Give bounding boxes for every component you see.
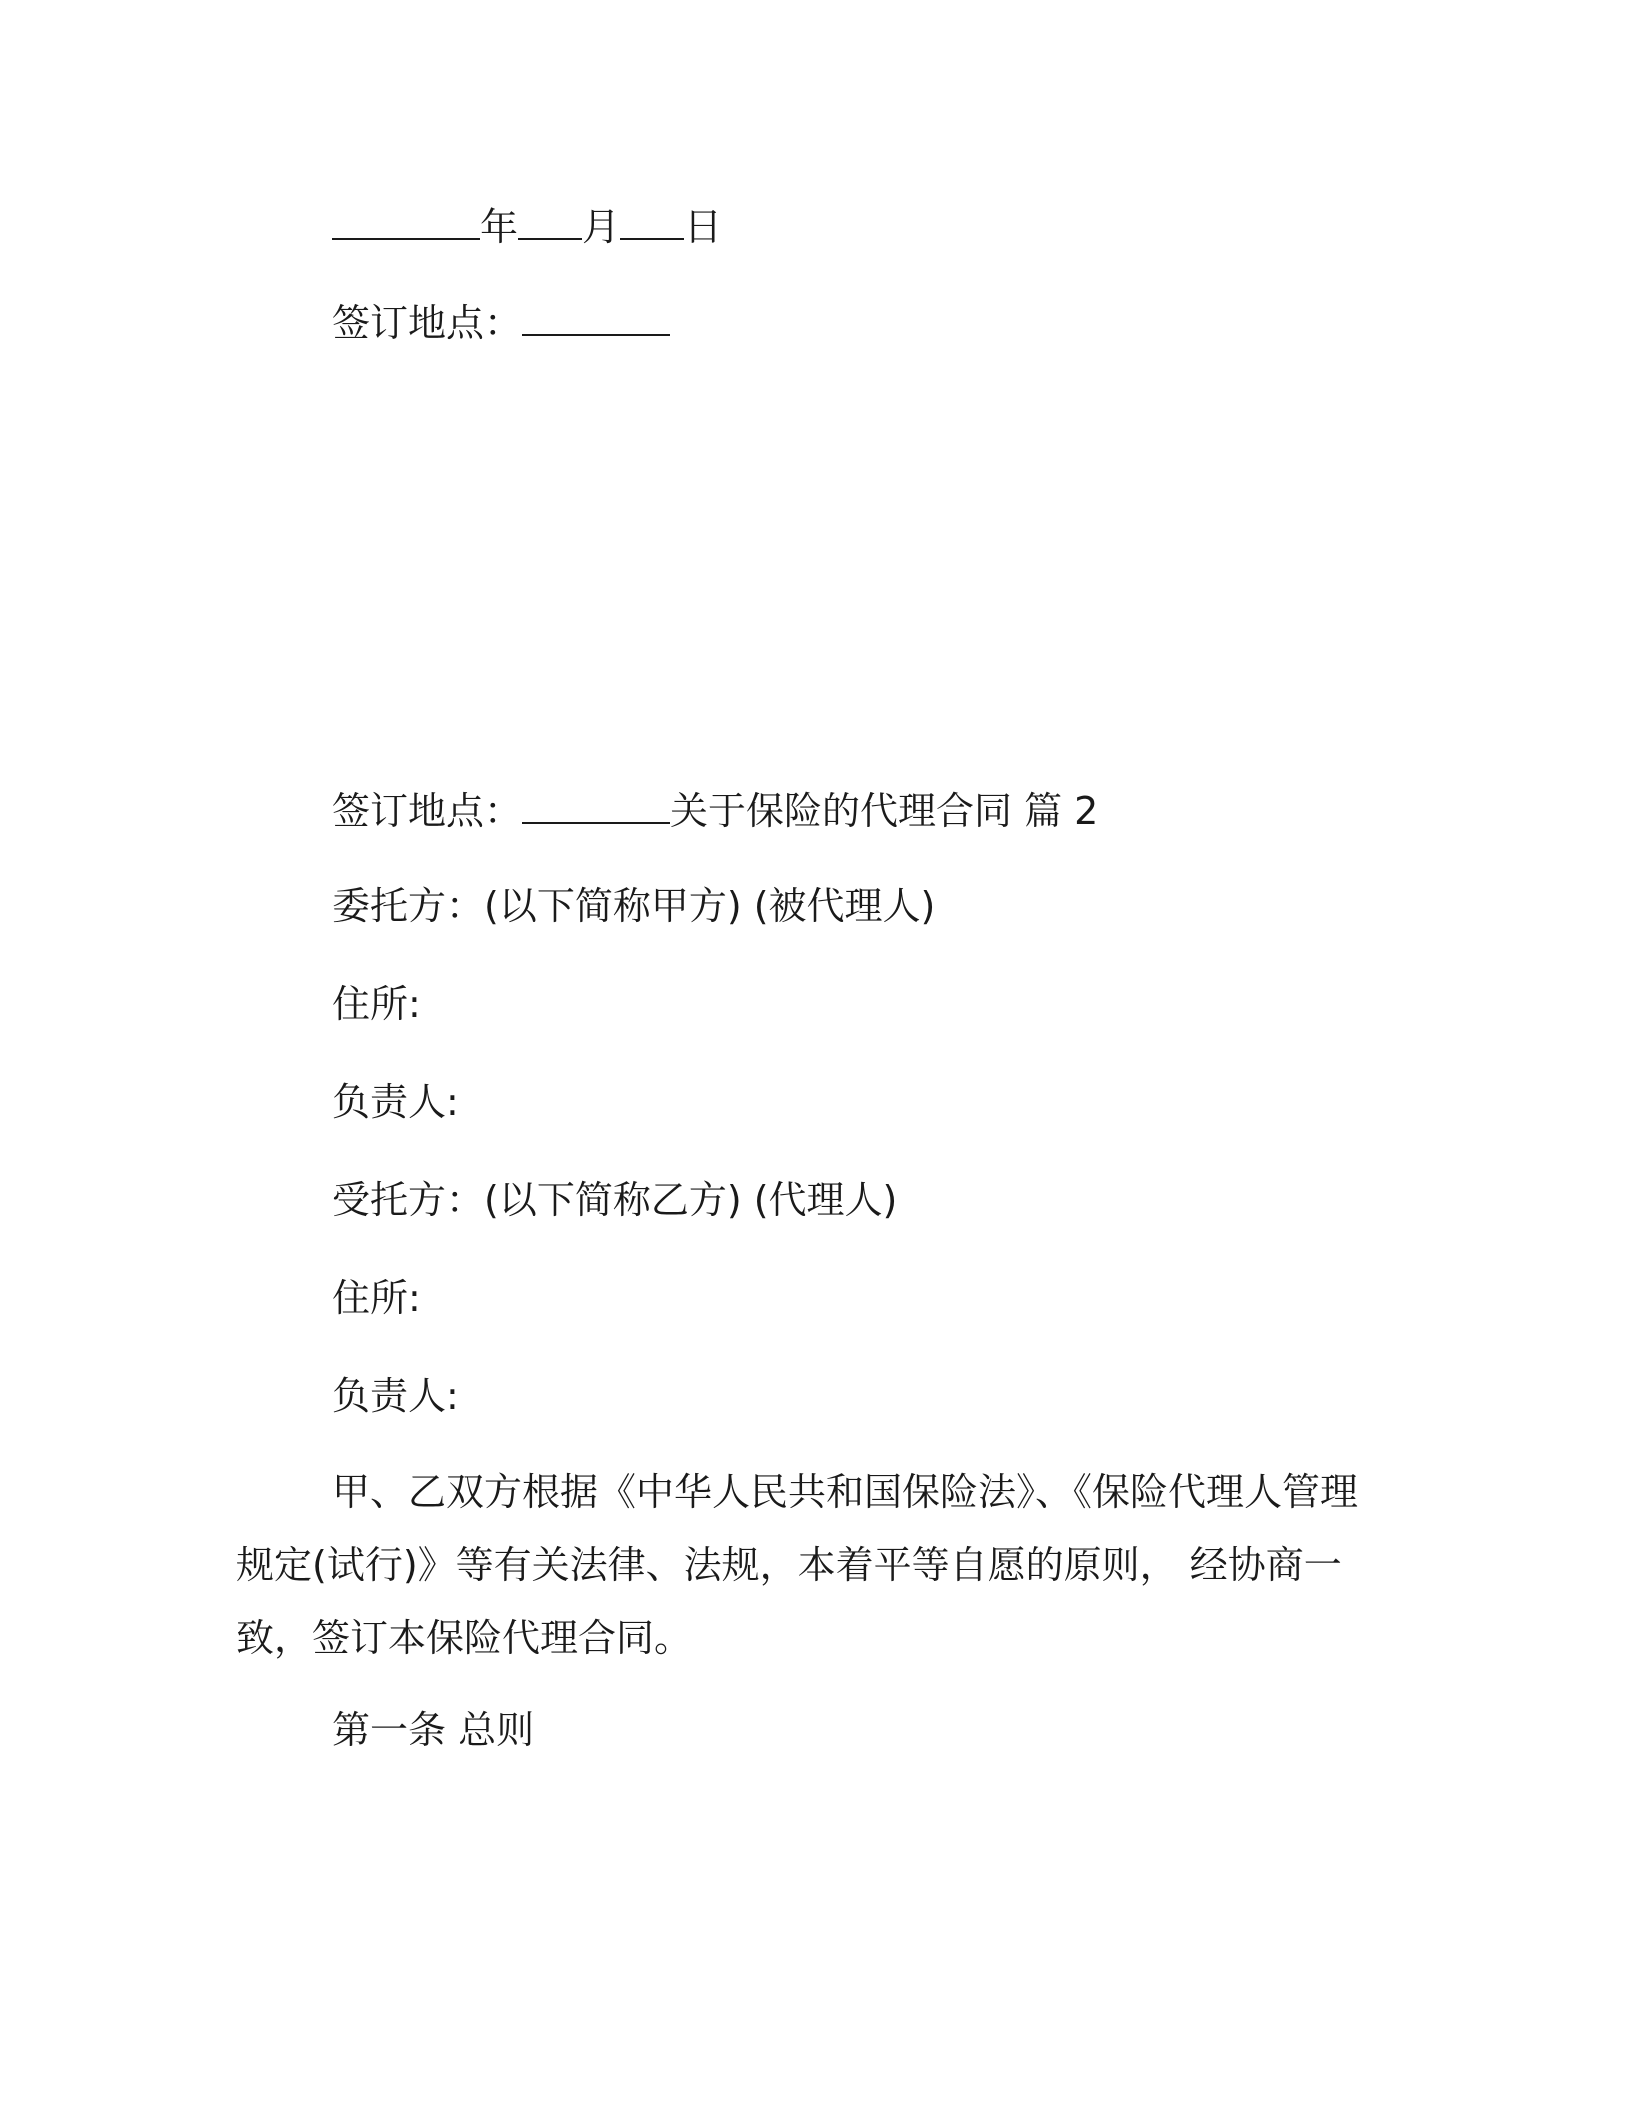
year-label: 年: [480, 205, 519, 249]
agent-address: 住所:: [332, 1276, 421, 1320]
agent-line: 受托方：(以下简称乙方) (代理人): [332, 1178, 898, 1222]
preamble-text: 甲、乙双方根据《中华人民共和国保险法》、《保险代理人管理规定(试行)》等有关法律、法规，本着平等自愿的原则， 经协商一致，签订本保险代理合同。: [236, 1470, 1359, 1660]
day-blank: [620, 200, 684, 240]
month-label: 月: [582, 205, 621, 249]
sign-place-line-1: [332, 296, 670, 347]
month-blank: [518, 200, 582, 240]
sign-place-blank: [522, 784, 670, 824]
sign-place-label: 签订地点：: [332, 789, 523, 833]
sign-place-label: 签订地点：: [332, 301, 523, 345]
year-blank: [332, 200, 480, 240]
principal-line: 委托方：(以下简称甲方) (被代理人): [332, 884, 936, 928]
agent-head: 负责人:: [332, 1374, 459, 1418]
article-heading: 第一条 总则: [332, 1708, 535, 1752]
day-label: 日: [684, 205, 723, 249]
contract-title: 关于保险的代理合同 篇 2: [670, 789, 1099, 833]
principal-head: 负责人:: [332, 1080, 459, 1124]
principal-address: 住所:: [332, 982, 421, 1026]
sign-place-line-2: [332, 784, 1098, 835]
date-line: [332, 200, 722, 251]
preamble-paragraph: [236, 1456, 1386, 1675]
sign-place-blank: [522, 296, 670, 336]
